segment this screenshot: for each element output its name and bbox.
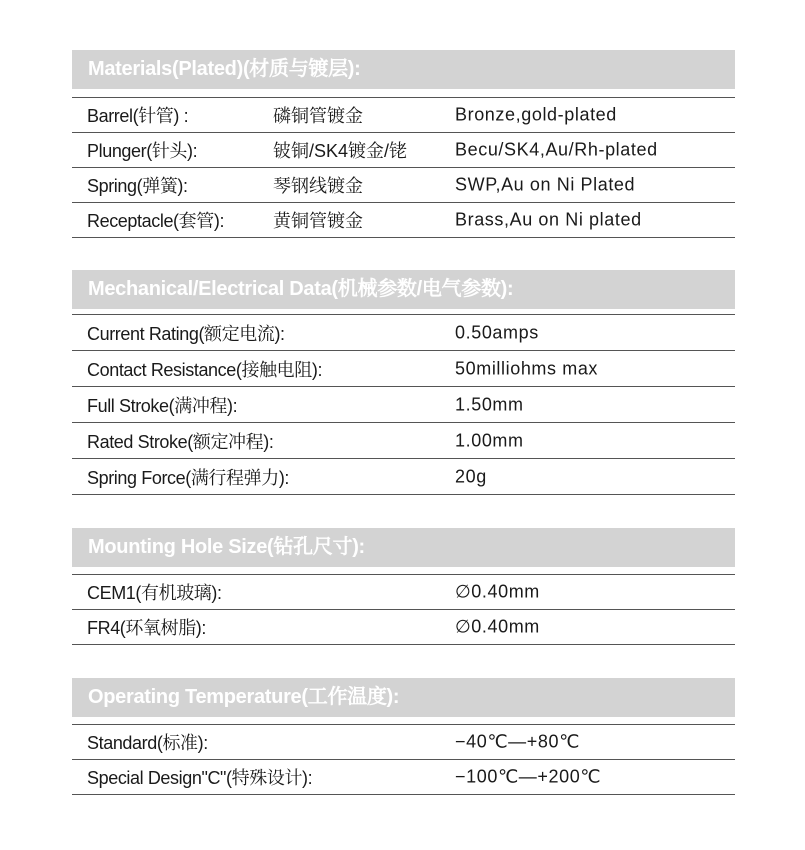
table-row: [72, 98, 735, 133]
row-chinese: 磷铜管镀金: [273, 106, 363, 126]
row-value: 0.50amps: [455, 322, 539, 342]
row-value: 20g: [455, 466, 487, 486]
row-value: 1.00mm: [455, 430, 524, 450]
mechanical-section: [72, 270, 735, 495]
row-value: 1.50mm: [455, 394, 524, 414]
row-label: Full Stroke(满冲程):: [87, 395, 238, 416]
materials-header: Materials(Plated)(材质与镀层):: [72, 50, 735, 89]
materials-rows: [72, 97, 735, 238]
table-row: [72, 610, 735, 645]
table-row: [72, 459, 735, 495]
row-value: −40℃—+80℃: [455, 731, 580, 752]
table-row: [72, 387, 735, 423]
table-row: [72, 351, 735, 387]
mechanical-header: Mechanical/Electrical Data(机械参数/电气参数):: [72, 270, 735, 309]
temperature-header: Operating Temperature(工作温度):: [72, 678, 735, 717]
row-label: Special Design"C"(特殊设计):: [87, 768, 313, 788]
row-label: Barrel(针管) :: [87, 106, 189, 126]
row-value: Becu/SK4,Au/Rh-plated: [455, 139, 658, 160]
table-row: [72, 133, 735, 168]
row-chinese: 黄铜管镀金: [273, 211, 363, 231]
temperature-section: [72, 678, 735, 795]
temperature-rows: [72, 724, 735, 795]
table-row: [72, 168, 735, 203]
table-row: [72, 423, 735, 459]
row-chinese: 琴钢线镀金: [273, 176, 363, 196]
row-label: CEM1(有机玻璃):: [87, 583, 222, 603]
row-label: Current Rating(额定电流):: [87, 323, 285, 344]
row-chinese: 铍铜/SK4镀金/铑: [273, 141, 408, 161]
row-label: Contact Resistance(接触电阻):: [87, 359, 323, 380]
row-label: Rated Stroke(额定冲程):: [87, 431, 274, 452]
row-value: SWP,Au on Ni Plated: [455, 174, 636, 195]
row-label: Standard(标准):: [87, 733, 208, 753]
row-label: Spring Force(满行程弹力):: [87, 467, 290, 488]
row-value: Bronze,gold-plated: [455, 104, 617, 125]
mounting-section: [72, 528, 735, 645]
table-row: [72, 760, 735, 795]
row-label: FR4(环氧树脂):: [87, 618, 206, 638]
row-value: 50milliohms max: [455, 358, 599, 378]
row-label: Plunger(针头):: [87, 141, 198, 161]
materials-section: [72, 50, 735, 238]
row-label: Spring(弹簧):: [87, 176, 188, 196]
table-row: [72, 315, 735, 351]
row-value: Brass,Au on Ni plated: [455, 209, 642, 230]
mounting-header: Mounting Hole Size(钻孔尺寸):: [72, 528, 735, 567]
row-value: ∅0.40mm: [455, 581, 540, 602]
table-row: [72, 725, 735, 760]
table-row: [72, 575, 735, 610]
mechanical-rows: [72, 314, 735, 495]
row-value: ∅0.40mm: [455, 616, 540, 637]
row-label: Receptacle(套管):: [87, 211, 225, 231]
row-value: −100℃—+200℃: [455, 766, 602, 787]
mounting-rows: [72, 574, 735, 645]
table-row: [72, 203, 735, 238]
